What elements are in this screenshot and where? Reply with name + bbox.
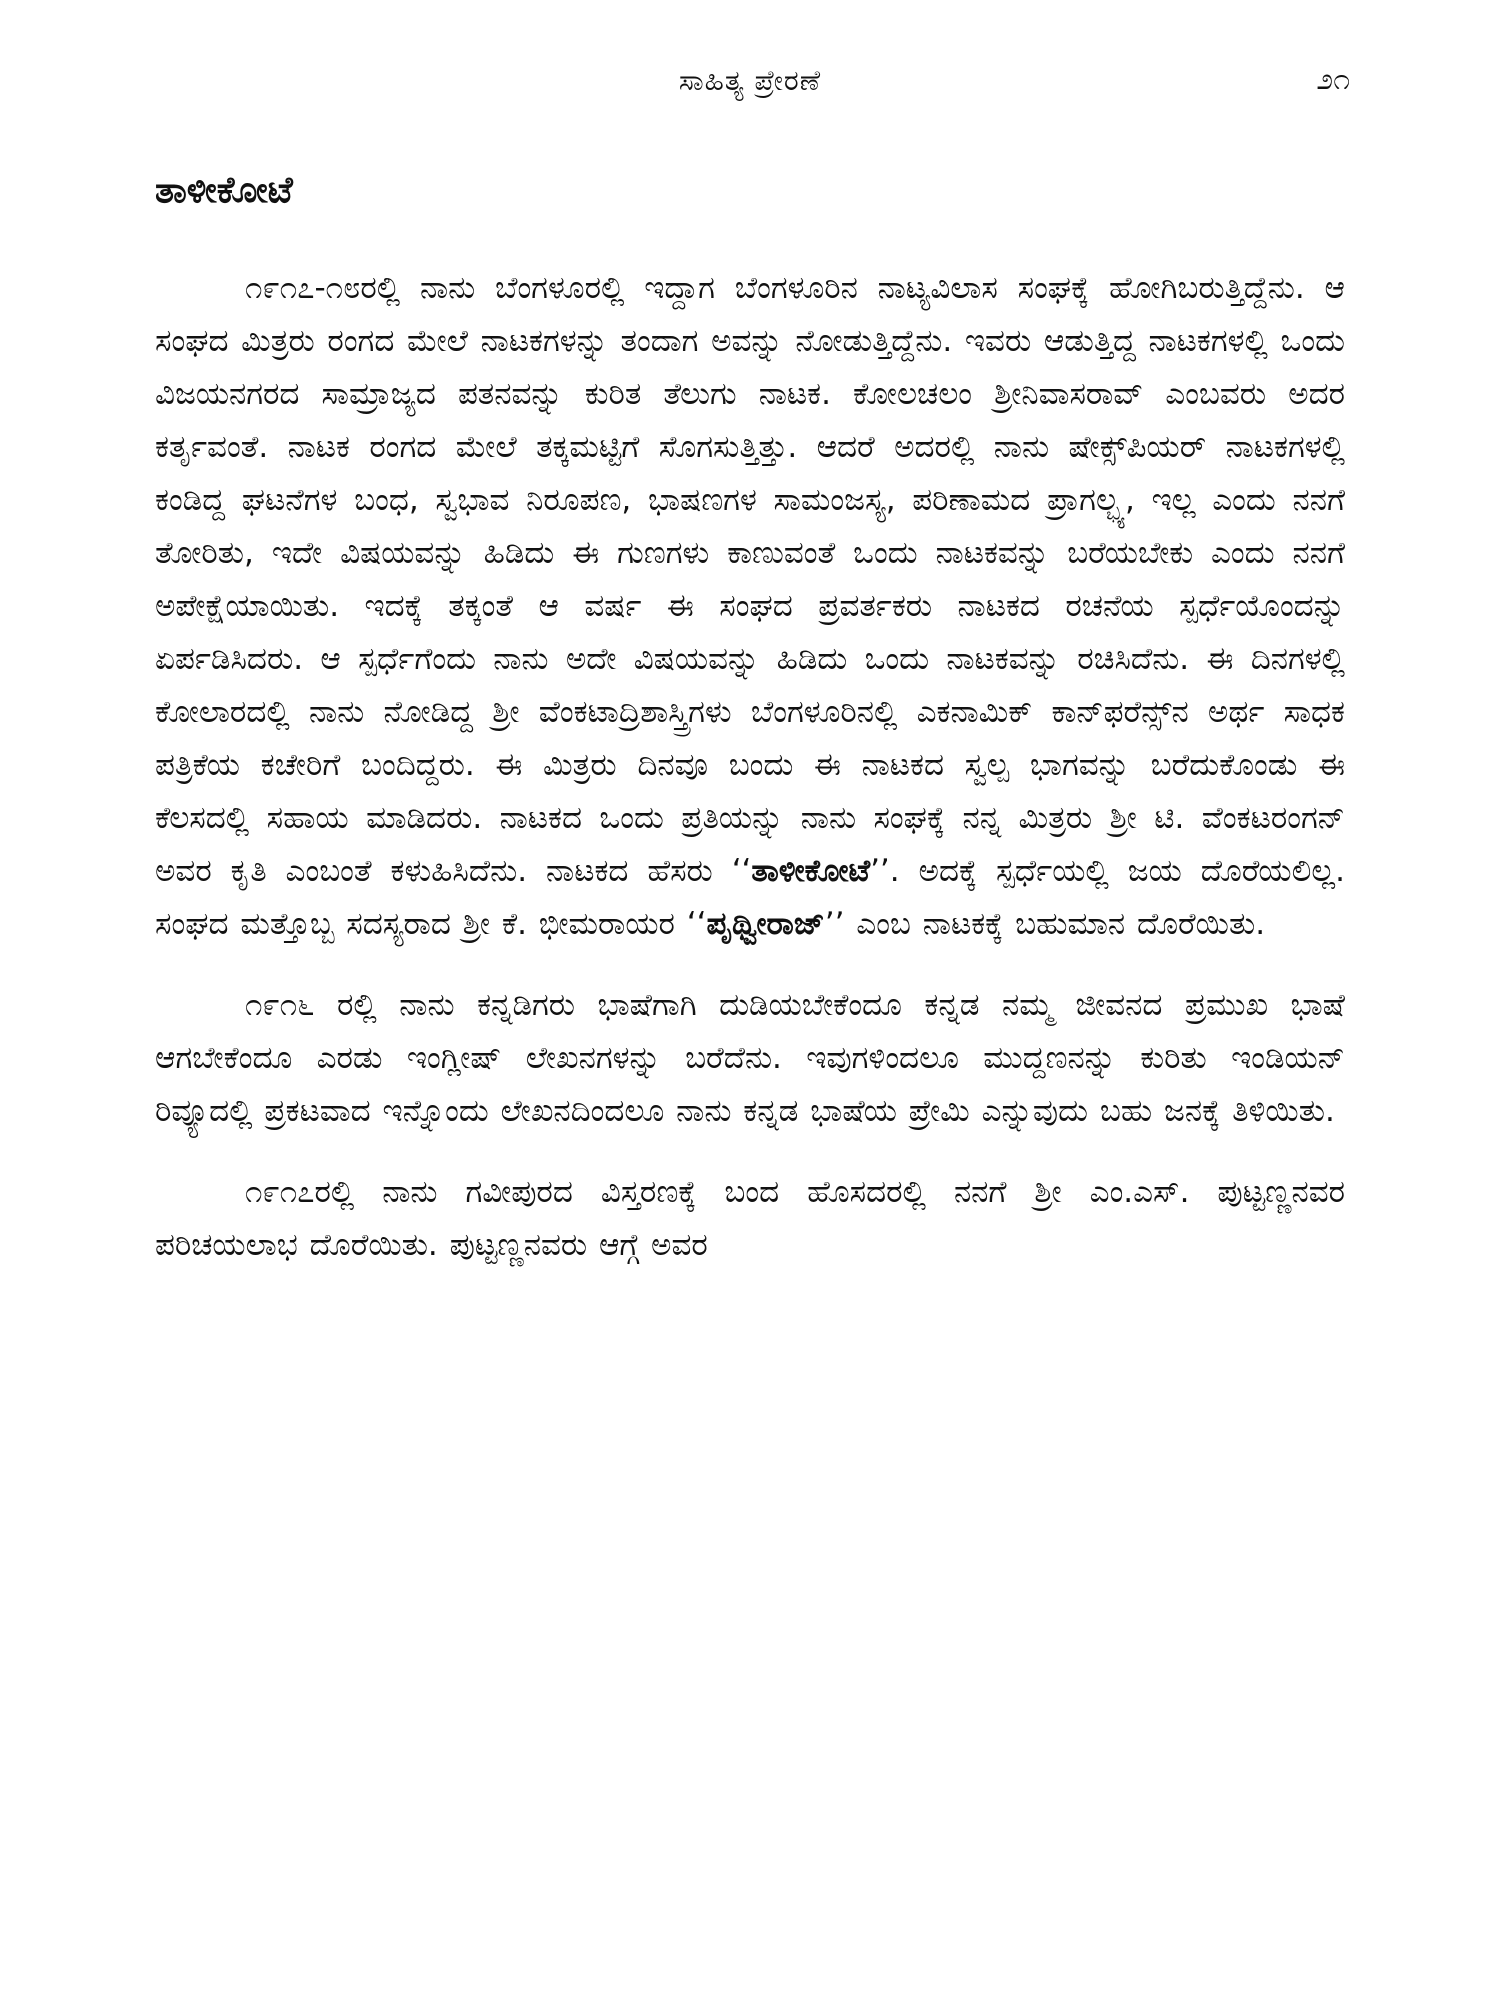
section-title: ತಾಳೀಕೋಟೆ	[155, 170, 293, 211]
play-title-prithviraj: ಪೃಥ್ವೀರಾಜ್	[706, 906, 825, 942]
body-text	[155, 262, 1345, 1300]
paragraph-3: ೧೯೧೭ರಲ್ಲಿ ನಾನು ಗವೀಪುರದ ವಿಸ್ತರಣಕ್ಕೆ ಬಂದ ಹೊಸದರಲ್ಲಿ ನನಗೆ ಶ್ರೀ ಎಂ.ಎಸ್. ಪುಟ್ಟಣ್ಣನವರ ಪರಿಚಯಲಾಭ ದೊರೆಯಿತು. ಪುಟ್ಟಣ್ಣನವರು ಆಗ್ಗೆ ಅವರ	[155, 1174, 1345, 1263]
play-title-talikote: ತಾಳೀಕೋಟೆ	[751, 853, 871, 889]
running-head-title: ಸಾಹಿತ್ಯ ಪ್ರೇರಣೆ	[678, 64, 822, 97]
page-number: ೨೧	[1316, 62, 1350, 97]
paragraph-1	[155, 262, 1345, 951]
paragraph-1-text-a: ೧೯೧೭-೧೮ರಲ್ಲಿ ನಾನು ಬೆಂಗಳೂರಲ್ಲಿ ಇದ್ದಾಗ ಬೆಂಗಳೂರಿನ ನಾಟ್ಯವಿಲಾಸ ಸಂಘಕ್ಕೆ ಹೋಗಿಬರುತ್ತಿದ್ದೆನು. ಆ ಸಂಘದ ಮಿತ್ರರು ರಂಗದ ಮೇಲೆ ನಾಟಕಗಳನ್ನು ತಂದಾಗ ಅವನ್ನು ನೋಡುತ್ತಿದ್ದೆನು. ಇವರು ಆಡುತ್ತಿದ್ದ ನಾಟಕಗಳಲ್ಲಿ ಒಂದು ವಿಜಯನಗರದ ಸಾಮ್ರಾಜ್ಯದ ಪತನವನ್ನು ಕುರಿತ ತೆಲುಗು ನಾಟಕ. ಕೋಲಚಲಂ ಶ್ರೀನಿವಾಸರಾವ್ ಎಂಬವರು ಅದರ ಕರ್ತೃವಂತೆ. ನಾಟಕ ರಂಗದ ಮೇಲೆ ತಕ್ಕಮಟ್ಟಿಗೆ ಸೊಗಸುತ್ತಿತ್ತು. ಆದರೆ ಅದರಲ್ಲಿ ನಾನು ಷೇಕ್ಸ್‌ಪಿಯರ್ ನಾಟಕಗಳಲ್ಲಿ ಕಂಡಿದ್ದ ಘಟನೆಗಳ ಬಂಧ, ಸ್ವಭಾವ ನಿರೂಪಣ, ಭಾಷಣಗಳ ಸಾಮಂಜಸ್ಯ, ಪರಿಣಾಮದ ಪ್ರಾಗಲ್ಭ್ಯ, ಇಲ್ಲ ಎಂದು ನನಗೆ ತೋರಿತು, ಇದೇ ವಿಷಯವನ್ನು ಹಿಡಿದು ಈ ಗುಣಗಳು ಕಾಣುವಂತೆ ಒಂದು ನಾಟಕವನ್ನು ಬರೆಯಬೇಕು ಎಂದು ನನಗೆ ಅಪೇಕ್ಷೆಯಾಯಿತು. ಇದಕ್ಕೆ ತಕ್ಕಂತೆ ಆ ವರ್ಷ ಈ ಸಂಘದ ಪ್ರವರ್ತಕರು ನಾಟಕದ ರಚನೆಯ ಸ್ಪರ್ಧೆಯೊಂದನ್ನು ಏರ್ಪಡಿಸಿದರು. ಆ ಸ್ಪರ್ಧೆಗೆಂದು ನಾನು ಅದೇ ವಿಷಯವನ್ನು ಹಿಡಿದು ಒಂದು ನಾಟಕವನ್ನು ರಚಿಸಿದೆನು. ಈ ದಿನಗಳಲ್ಲಿ ಕೋಲಾರದಲ್ಲಿ ನಾನು ನೋಡಿದ್ದ ಶ್ರೀ ವೆಂಕಟಾದ್ರಿಶಾಸ್ತ್ರಿಗಳು ಬೆಂಗಳೂರಿನಲ್ಲಿ ಎಕನಾಮಿಕ್ ಕಾನ್‌ಫರೆನ್ಸ್‌ನ ಅರ್ಥ ಸಾಧಕ ಪತ್ರಿಕೆಯ ಕಚೇರಿಗೆ ಬಂದಿದ್ದರು. ಈ ಮಿತ್ರರು ದಿನವೂ ಬಂದು ಈ ನಾಟಕದ ಸ್ವಲ್ಪ ಭಾಗವನ್ನು ಬರೆದುಕೊಂಡು ಈ ಕೆಲಸದಲ್ಲಿ ಸಹಾಯ ಮಾಡಿದರು. ನಾಟಕದ ಒಂದು ಪ್ರತಿಯನ್ನು ನಾನು ಸಂಘಕ್ಕೆ ನನ್ನ ಮಿತ್ರರು ಶ್ರೀ ಟಿ. ವೆಂಕಟರಂಗನ್ ಅವರ ಕೃತಿ ಎಂಬಂತೆ ಕಳುಹಿಸಿದೆನು. ನಾಟಕದ ಹೆಸರು ‘‘	[155, 270, 1345, 889]
paragraph-2: ೧೯೧೬ ರಲ್ಲಿ ನಾನು ಕನ್ನಡಿಗರು ಭಾಷೆಗಾಗಿ ದುಡಿಯಬೇಕೆಂದೂ ಕನ್ನಡ ನಮ್ಮ ಜೀವನದ ಪ್ರಮುಖ ಭಾಷೆ ಆಗಬೇಕೆಂದೂ ಎರಡು ಇಂಗ್ಲೀಷ್ ಲೇಖನಗಳನ್ನು ಬರೆದೆನು. ಇವುಗಳಿಂದಲೂ ಮುದ್ದಣನನ್ನು ಕುರಿತು ಇಂಡಿಯನ್ ರಿವ್ಯೂದಲ್ಲಿ ಪ್ರಕಟವಾದ ಇನ್ನೊಂದು ಲೇಖನದಿಂದಲೂ ನಾನು ಕನ್ನಡ ಭಾಷೆಯ ಪ್ರೇಮಿ ಎನ್ನುವುದು ಬಹು ಜನಕ್ಕೆ ತಿಳಿಯಿತು.	[155, 987, 1345, 1129]
paragraph-1-text-c: ’’. ಅದಕ್ಕೆ ಸ್ಪರ್ಧೆಯಲ್ಲಿ ಜಯ ದೊರೆಯಲಿಲ್ಲ. ಸಂಘದ ಮತ್ತೊಬ್ಬ ಸದಸ್ಯರಾದ ಶ್ರೀ ಕೆ. ಭೀಮರಾಯರ ‘‘	[155, 853, 1345, 942]
paragraph-1-text-e: ’’ ಎಂಬ ನಾಟಕಕ್ಕೆ ಬಹುಮಾನ ದೊರೆಯಿತು.	[824, 906, 1266, 942]
